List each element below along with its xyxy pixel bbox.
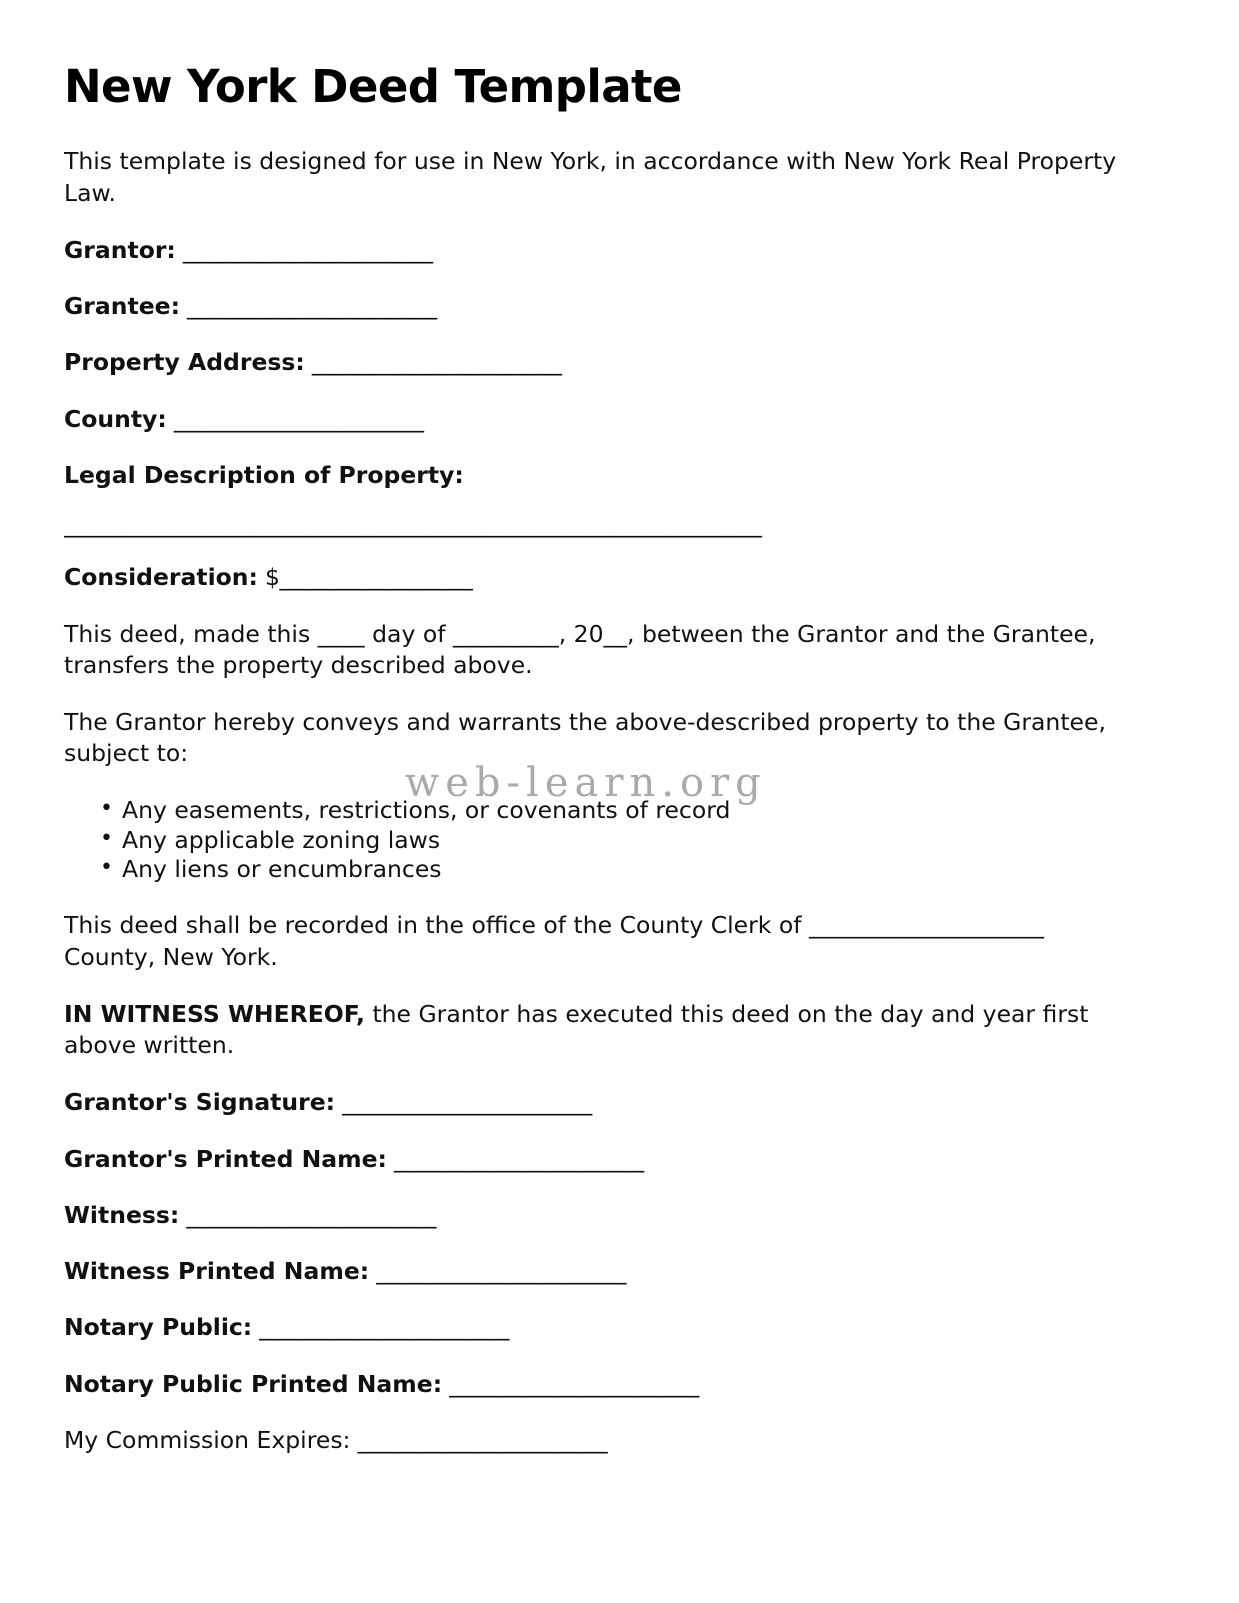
field-legal-description-blank[interactable]: ______________________________________________________________: [64, 510, 762, 539]
deed-clause-paragraph: This deed, made this ____ day of _________, 20__, between the Grantor and the Grantee, transfers the property described above.: [64, 619, 1096, 679]
field-county-blank[interactable]: ______________________: [166, 404, 424, 433]
field-witness-printed-name-label: Witness Printed Name:: [64, 1257, 370, 1286]
field-county: [64, 404, 1139, 435]
field-property-address-label: Property Address:: [64, 348, 305, 377]
witness-whereof-lead: IN WITNESS WHEREOF,: [64, 999, 365, 1028]
field-witness-printed-name-blank[interactable]: ______________________: [369, 1257, 626, 1286]
witness-whereof-paragraph: [64, 999, 1139, 1062]
field-county-label: County:: [64, 404, 167, 433]
witness-whereof-rest: the Grantor has executed this deed on the day and year first above written.: [64, 999, 1089, 1060]
bullet-icon: •: [100, 855, 113, 881]
list-item-label: Any liens or encumbrances: [122, 855, 442, 884]
recording-clause-paragraph: This deed shall be recorded in the office of the County Clerk of ____________________ County, New York.: [64, 911, 1044, 971]
site-watermark: web-learn.org: [405, 760, 767, 806]
field-grantor-signature: [64, 1087, 1139, 1118]
field-grantor-printed-name-blank[interactable]: ______________________: [386, 1144, 644, 1173]
bullet-icon: •: [100, 825, 113, 851]
field-witness-blank[interactable]: ______________________: [179, 1200, 437, 1229]
field-commission-expires-blank[interactable]: ______________________: [350, 1425, 608, 1454]
page-title: New York Deed Template: [64, 60, 682, 113]
field-notary-public-label: Notary Public:: [64, 1313, 253, 1342]
field-grantor-signature-label: Grantor's Signature:: [64, 1088, 336, 1117]
field-consideration: [64, 562, 1139, 593]
field-grantor-blank[interactable]: ______________________: [175, 235, 433, 264]
field-notary-printed-name: [64, 1369, 1139, 1400]
document-body: [64, 62, 1139, 1481]
list-item: [100, 825, 1139, 855]
field-witness-label: Witness:: [64, 1200, 180, 1229]
field-grantor: [64, 235, 1139, 266]
field-notary-public-blank[interactable]: ______________________: [252, 1313, 509, 1342]
list-item: [100, 795, 1139, 825]
list-item-label: Any easements, restrictions, or covenants of record: [122, 795, 731, 824]
field-grantor-printed-name-label: Grantor's Printed Name:: [64, 1144, 387, 1173]
field-grantor-signature-blank[interactable]: ______________________: [335, 1088, 592, 1117]
field-consideration-blank[interactable]: $_________________: [257, 563, 473, 592]
list-item-label: Any applicable zoning laws: [122, 825, 441, 854]
field-property-address: [64, 347, 1139, 378]
conveyance-paragraph: The Grantor hereby conveys and warrants the above-described property to the Grantee, subject to:: [64, 708, 1106, 768]
subject-to-list: [64, 796, 1139, 885]
field-notary-printed-name-label: Notary Public Printed Name:: [64, 1369, 443, 1398]
field-commission-expires-label: My Commission Expires:: [64, 1425, 351, 1454]
field-property-address-blank[interactable]: ______________________: [304, 348, 562, 377]
field-witness: [64, 1200, 1139, 1231]
field-witness-printed-name: [64, 1256, 1139, 1287]
field-grantee-label: Grantee:: [64, 292, 180, 321]
field-grantor-printed-name: [64, 1144, 1139, 1175]
field-notary-public: [64, 1312, 1139, 1343]
field-consideration-label: Consideration:: [64, 563, 258, 592]
intro-paragraph: This template is designed for use in New York, in accordance with New York Real Property Law.: [64, 147, 1117, 207]
field-grantee-blank[interactable]: ______________________: [179, 292, 437, 321]
field-notary-printed-name-blank[interactable]: ______________________: [442, 1369, 699, 1398]
list-item: [100, 855, 1139, 884]
field-grantee: [64, 291, 1139, 322]
bullet-icon: •: [100, 795, 113, 821]
field-grantor-label: Grantor:: [64, 235, 176, 264]
field-commission-expires: [64, 1425, 1139, 1456]
field-legal-description: [64, 460, 1139, 491]
field-legal-description-label: Legal Description of Property:: [64, 460, 464, 489]
